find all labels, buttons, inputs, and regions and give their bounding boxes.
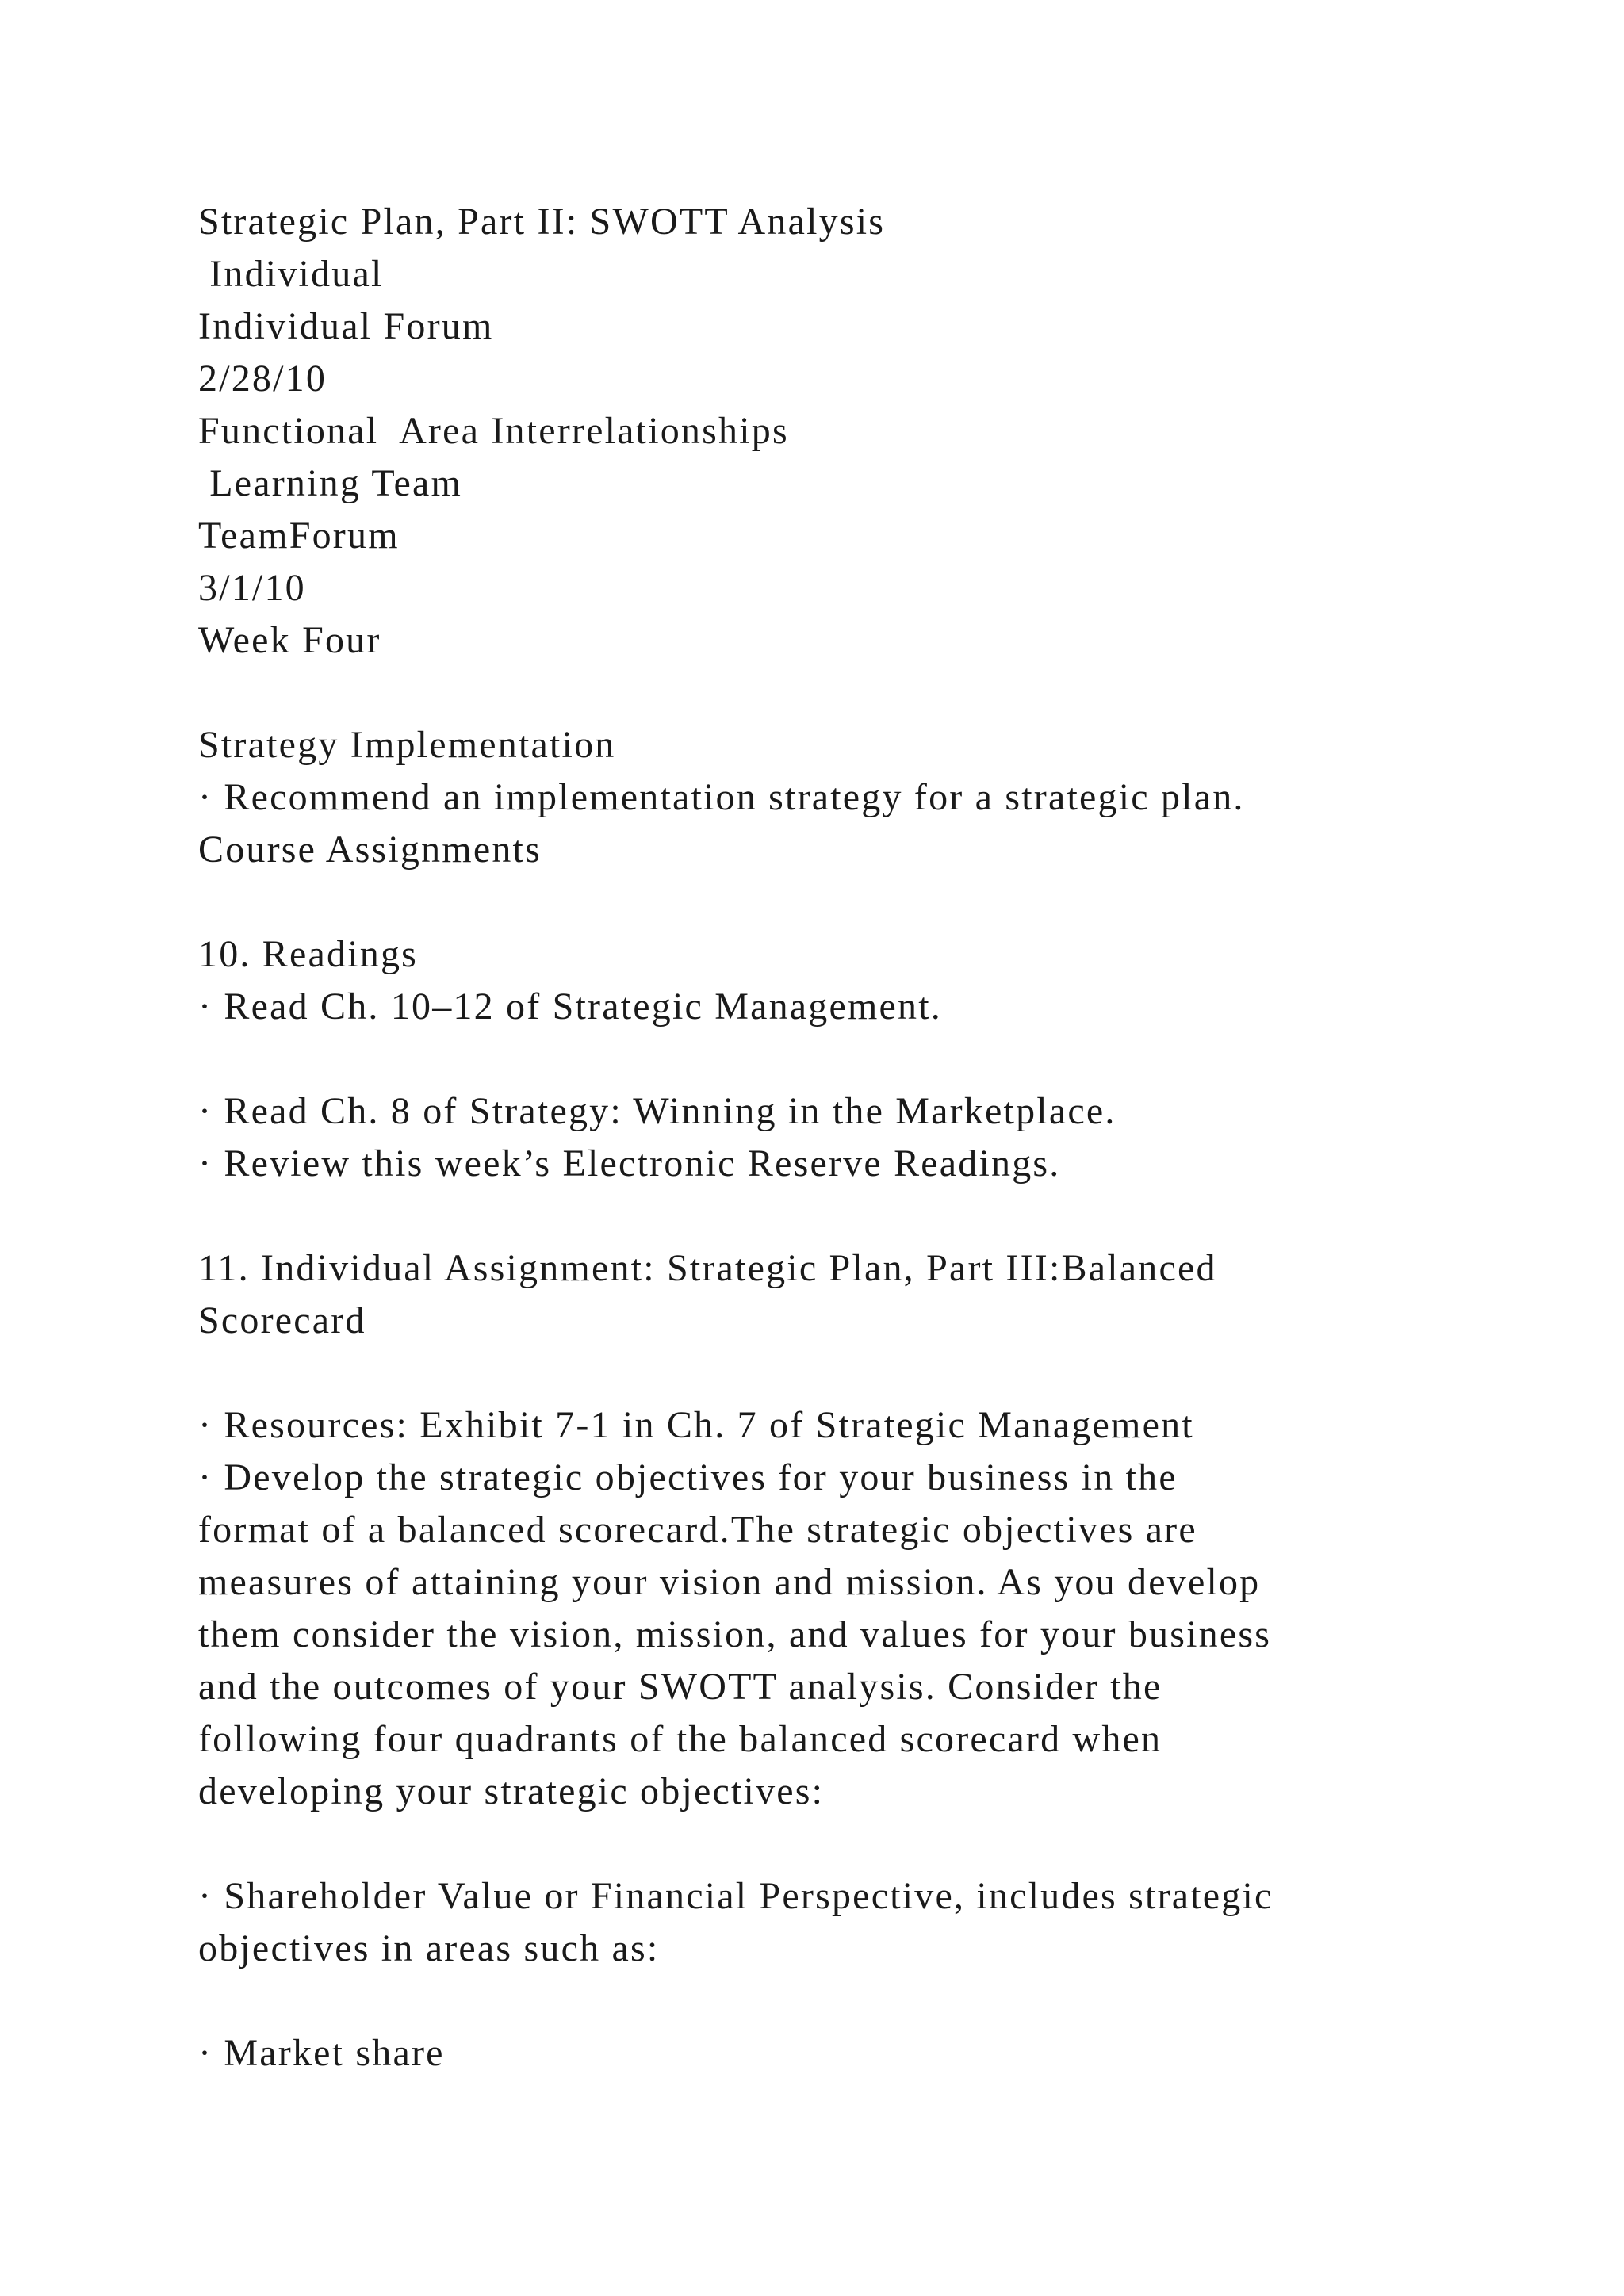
blank-line (198, 1818, 1546, 1870)
blank-line (198, 1347, 1546, 1399)
text-line: Strategic Plan, Part II: SWOTT Analysis (198, 201, 886, 243)
blank-line (198, 1033, 1546, 1085)
blank-line (198, 1975, 1546, 2027)
text-line: · Market share (198, 2032, 445, 2074)
blank-line (198, 876, 1546, 928)
text-line: Week Four (198, 619, 381, 661)
text-line: · Develop the strategic objectives for your business in the (198, 1456, 1178, 1498)
text-line: format of a balanced scorecard.The strategic objectives are (198, 1509, 1197, 1551)
text-line: · Shareholder Value or Financial Perspective, includes strategic (198, 1875, 1274, 1917)
text-line: · Resources: Exhibit 7-1 in Ch. 7 of Strategic Management (198, 1404, 1194, 1446)
document-body (198, 196, 1546, 2080)
text-line: TeamForum (198, 515, 400, 557)
text-line: Strategy Implementation (198, 724, 616, 766)
text-line: · Recommend an implementation strategy for a strategic plan. (198, 776, 1245, 818)
text-line: 10. Readings (198, 933, 419, 975)
text-line: and the outcomes of your SWOTT analysis. Consider the (198, 1666, 1162, 1708)
text-line: 3/1/10 (198, 567, 306, 609)
text-line: Scorecard (198, 1299, 366, 1341)
text-line: them consider the vision, mission, and values for your business (198, 1613, 1272, 1655)
text-line: developing your strategic objectives: (198, 1770, 825, 1812)
text-line: following four quadrants of the balanced scorecard when (198, 1718, 1162, 1760)
blank-line (198, 1190, 1546, 1242)
blank-line (198, 667, 1546, 719)
text-line: · Review this week’s Electronic Reserve Readings. (198, 1142, 1061, 1184)
text-line: Course Assignments (198, 828, 542, 871)
text-line: · Read Ch. 10–12 of Strategic Management. (198, 985, 942, 1027)
text-line: · Read Ch. 8 of Strategy: Winning in the Marketplace. (198, 1090, 1116, 1132)
text-line: measures of attaining your vision and mission. As you develop (198, 1561, 1261, 1603)
text-line: Individual (198, 253, 384, 295)
text-line: Individual Forum (198, 305, 494, 347)
text-line: Functional Area Interrelationships (198, 410, 789, 452)
text-line: Learning Team (198, 462, 463, 504)
text-line: 11. Individual Assignment: Strategic Plan, Part III:Balanced (198, 1247, 1217, 1289)
text-line: objectives in areas such as: (198, 1927, 660, 1969)
text-line: 2/28/10 (198, 358, 327, 400)
